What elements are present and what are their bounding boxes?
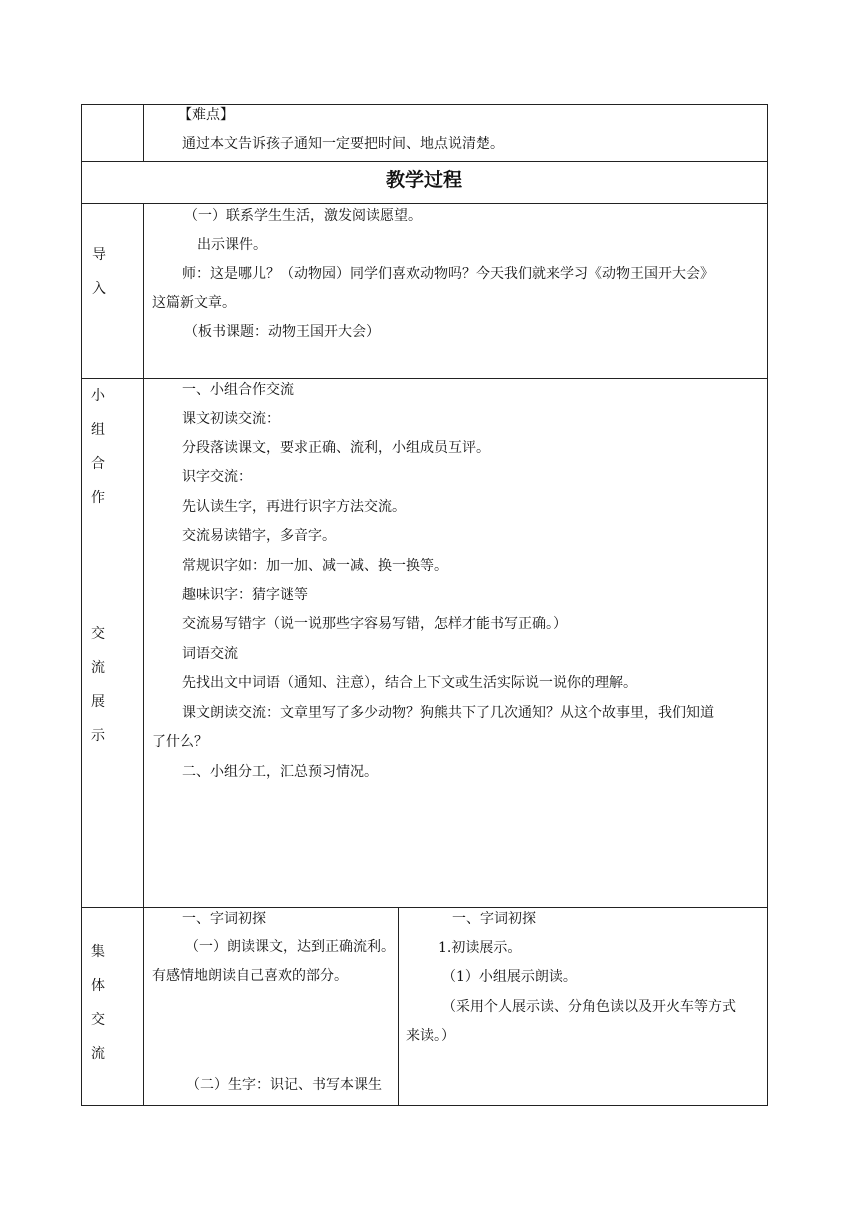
label-column-divider [143, 203, 144, 1106]
section-title: 教学过程 [386, 169, 463, 191]
intro-line: （板书课题：动物王国开大会） [184, 324, 380, 340]
collective-left-line: 有感情地朗读自己喜欢的部分。 [152, 968, 348, 984]
collective-right-line: （采用个人展示读、分角色读以及开火车等方式 [442, 999, 736, 1015]
group-line: 常规识字如：加一加、减一减、换一换等。 [182, 558, 448, 574]
group-label-char: 流 [91, 660, 105, 676]
group-line: 先找出文中词语（通知、注意），结合上下文或生活实际说一说你的理解。 [182, 675, 637, 691]
intro-line: 师：这是哪儿？（动物园）同学们喜欢动物吗？今天我们就来学习《动物王国开大会》 [182, 266, 714, 282]
group-line: 课文朗读交流：文章里写了多少动物？狗熊共下了几次通知？从这个故事里，我们知道 [182, 705, 714, 721]
collective-label-char: 流 [91, 1046, 105, 1062]
intro-label-char: 入 [92, 281, 106, 297]
group-line: 词语交流 [182, 646, 238, 662]
group-label-char: 组 [91, 422, 105, 438]
collective-label-char: 体 [91, 978, 105, 994]
collective-left-line: 一、字词初探 [182, 911, 266, 927]
label-column-divider [143, 104, 144, 162]
intro-label-char: 导 [92, 247, 106, 263]
collective-right-line: 1.初读展示。 [438, 940, 522, 956]
collective-right-line: 一、字词初探 [452, 911, 536, 927]
collective-right-line: 来读。） [406, 1028, 455, 1044]
group-label-char: 小 [91, 388, 105, 404]
collective-right-line: （1）小组展示朗读。 [442, 969, 577, 985]
group-label-char: 示 [91, 728, 105, 744]
group-label-char: 作 [91, 490, 105, 506]
group-line: 交流易读错字，多音字。 [182, 528, 336, 544]
group-label-char: 展 [91, 694, 105, 710]
collective-label-char: 集 [91, 944, 105, 960]
intro-line: 这篇新文章。 [152, 295, 236, 311]
intro-line: （一）联系学生生活，激发阅读愿望。 [184, 208, 422, 224]
split-column-divider [398, 907, 399, 1106]
group-label-char: 交 [91, 626, 105, 642]
group-line: 二、小组分工，汇总预习情况。 [182, 764, 378, 780]
collective-left-line: （一）朗读课文，达到正确流利。 [185, 939, 395, 955]
table-divider [81, 203, 768, 204]
collective-left-line: （二）生字：识记、书写本课生 [186, 1077, 382, 1093]
table-border-bottom [81, 1105, 768, 1106]
difficulty-text: 通过本文告诉孩子通知一定要把时间、地点说清楚。 [182, 136, 504, 152]
group-line: 先认读生字，再进行识字方法交流。 [182, 499, 406, 515]
collective-label-char: 交 [91, 1012, 105, 1028]
group-line: 交流易写错字（说一说那些字容易写错，怎样才能书写正确。） [182, 616, 567, 632]
table-divider [81, 907, 768, 908]
table-border-right [767, 104, 768, 1106]
group-line: 趣味识字：猜字谜等 [182, 587, 308, 603]
difficulty-heading: 【难点】 [178, 107, 234, 123]
group-line: 分段落读课文，要求正确、流利，小组成员互评。 [182, 440, 490, 456]
group-line: 课文初读交流： [182, 411, 280, 427]
group-line: 识字交流： [182, 469, 252, 485]
group-line: 了什么？ [152, 734, 208, 750]
table-divider [81, 161, 768, 162]
table-divider [81, 378, 768, 379]
intro-line: 出示课件。 [197, 237, 267, 253]
group-label-char: 合 [91, 456, 105, 472]
group-line: 一、小组合作交流 [182, 382, 294, 398]
table-border-left [81, 104, 82, 1106]
